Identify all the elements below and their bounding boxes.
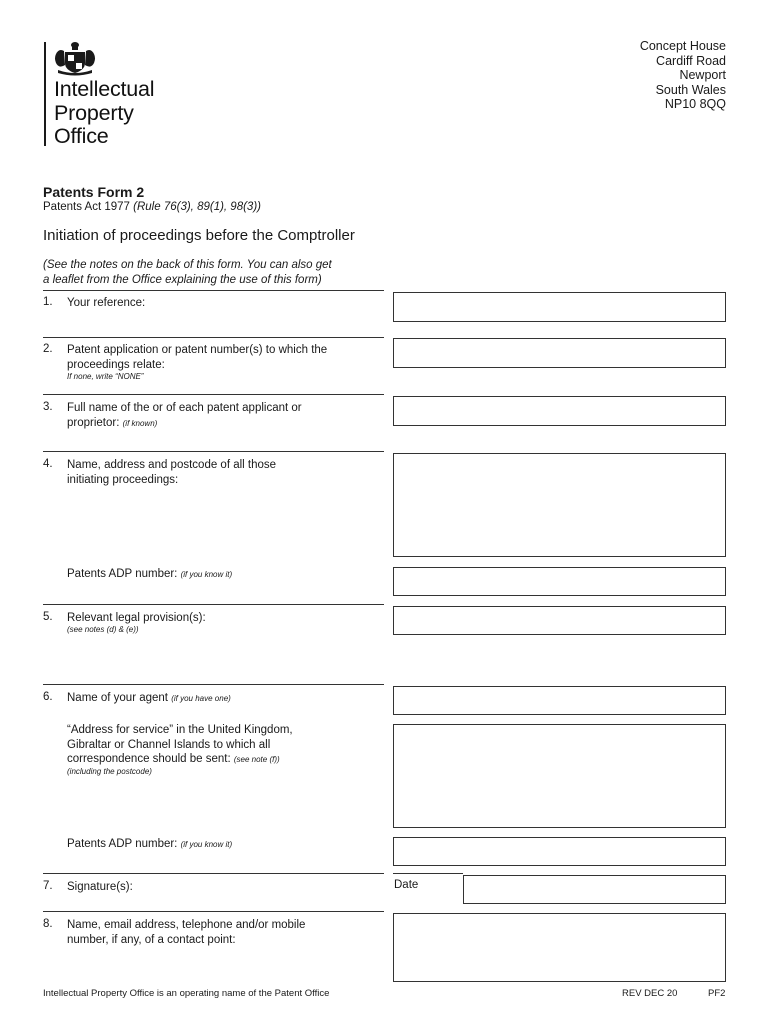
agent-adp-number-input[interactable] — [393, 837, 726, 866]
note-line: (See the notes on the back of this form. You can also get — [43, 259, 332, 271]
field-number: 6. — [43, 691, 53, 703]
field-label-line — [67, 416, 372, 432]
field-label-line: Full name of the or of each patent applicant or — [67, 402, 302, 414]
field-label — [67, 401, 372, 431]
office-address — [640, 39, 726, 112]
field-number: 3. — [43, 401, 53, 413]
contact-point-input[interactable] — [393, 913, 726, 982]
field-label — [67, 691, 372, 707]
field-label — [67, 343, 372, 372]
logo-divider — [44, 42, 46, 146]
adp-label-text: Patents ADP number: — [67, 838, 178, 850]
address-line: Newport — [679, 68, 726, 83]
section-rule — [43, 911, 384, 912]
date-label: Date — [394, 879, 419, 891]
act-name: Patents Act 1977 — [43, 201, 130, 213]
field-label-line: Name, email address, telephone and/or mobile — [67, 919, 306, 931]
section-rule — [43, 604, 384, 605]
service-address-input[interactable] — [393, 724, 726, 828]
form-note — [43, 258, 332, 288]
address-line: NP10 8QQ — [664, 97, 726, 112]
service-address-label — [67, 723, 372, 768]
adp-label — [67, 837, 372, 853]
address-line: Concept House — [639, 39, 726, 53]
note-line: a leaflet from the Office explaining the use of this form) — [43, 274, 322, 286]
field-label-line: Patent application or patent number(s) to which the — [67, 344, 328, 356]
field-hint: (see notes (d) & (e)) — [67, 625, 139, 634]
section-rule — [43, 394, 384, 395]
field-label-text: proprietor: — [67, 416, 120, 429]
field-hint: (including the postcode) — [67, 767, 152, 776]
field-label-line: initiating proceedings: — [67, 473, 179, 486]
patent-number-input[interactable] — [393, 338, 726, 368]
crest-icon — [52, 40, 98, 76]
field-label — [67, 458, 372, 487]
act-rule: (Rule 76(3), 89(1), 98(3)) — [133, 201, 261, 213]
field-hint: (if known) — [122, 418, 158, 428]
form-code: PF2 — [708, 988, 726, 999]
logo-line3: Office — [54, 124, 109, 148]
applicant-name-input[interactable] — [393, 396, 726, 426]
field-number: 2. — [43, 343, 53, 355]
revision-label: REV DEC 20 — [622, 988, 678, 999]
field-hint: (if you know it) — [180, 840, 233, 849]
field-label: Your reference: — [67, 297, 146, 309]
field-label: Signature(s): — [67, 881, 133, 893]
field-label-line: Gibraltar or Channel Islands to which all — [67, 738, 271, 751]
section-rule — [43, 290, 384, 291]
field-hint: (see note (f)) — [233, 755, 280, 764]
logo-line2: Property — [54, 100, 134, 125]
legal-provision-input[interactable] — [393, 606, 726, 635]
address-line: Cardiff Road — [656, 53, 726, 68]
field-number: 7. — [43, 880, 53, 892]
field-number: 1. — [43, 296, 53, 308]
initiator-address-input[interactable] — [393, 453, 726, 557]
field-label-text: correspondence should be sent: — [67, 753, 231, 765]
field-label-line — [67, 752, 372, 768]
adp-number-input[interactable] — [393, 567, 726, 596]
field-number: 8. — [43, 918, 53, 930]
field-label-line: number, if any, of a contact point: — [67, 933, 236, 946]
field-number: 4. — [43, 458, 53, 470]
field-label-line: “Address for service” in the United Kingdom, — [67, 724, 293, 736]
date-input[interactable] — [463, 875, 726, 904]
field-label-line: proceedings relate: — [67, 358, 165, 371]
footer-note: Intellectual Property Office is an operating name of the Patent Office — [43, 988, 330, 999]
address-line: South Wales — [655, 82, 726, 97]
field-hint: (if you know it) — [180, 570, 233, 579]
form-title: Patents Form 2 — [43, 184, 145, 200]
section-rule — [393, 873, 463, 874]
field-label-line: Name, address and postcode of all those — [67, 459, 277, 471]
form-act — [43, 201, 261, 213]
form-heading: Initiation of proceedings before the Comptroller — [43, 227, 355, 244]
field-label — [67, 918, 372, 947]
field-hint: (if you have one) — [171, 694, 231, 703]
adp-label — [67, 567, 372, 583]
agent-name-input[interactable] — [393, 686, 726, 715]
field-label: Relevant legal provision(s): — [67, 612, 206, 624]
field-hint: If none, write “NONE” — [67, 372, 144, 381]
field-number: 5. — [43, 611, 53, 623]
logo-line1: Intellectual — [54, 77, 155, 101]
your-reference-input[interactable] — [393, 292, 726, 322]
section-rule — [43, 337, 384, 338]
field-label-text: Name of your agent — [67, 692, 169, 704]
adp-label-text: Patents ADP number: — [67, 568, 178, 580]
logo-wordmark — [54, 78, 154, 149]
section-rule — [43, 684, 384, 685]
section-rule — [43, 451, 384, 452]
section-rule — [43, 873, 384, 874]
